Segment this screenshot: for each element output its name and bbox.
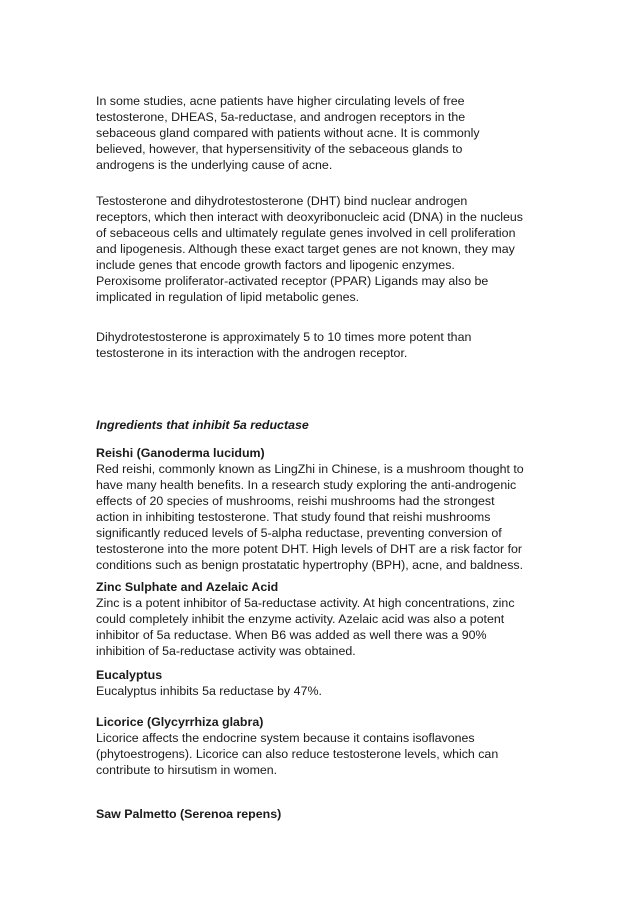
text-line: Peroxisome proliferator-activated receptor (PPAR) Ligands may also be [96, 274, 489, 288]
ingredient-title: Saw Palmetto (Serenoa repens) [96, 807, 282, 821]
text-line: testosterone into the more potent DHT. High levels of DHT are a risk factor for [96, 542, 523, 556]
text-line: conditions such as benign prostatatic hypertrophy (BPH), acne, and baldness. [96, 558, 524, 572]
ingredient-title: Reishi (Ganoderma lucidum) [96, 446, 265, 460]
text-line: (phytoestrogens). Licorice can also reduce testosterone levels, which can [96, 747, 499, 761]
ingredient-licorice [96, 714, 556, 778]
text-line: testosterone in its interaction with the androgen receptor. [96, 346, 408, 360]
text-line: Testosterone and dihydrotestosterone (DHT) bind nuclear androgen [96, 194, 468, 208]
text-line: could completely inhibit the enzyme activity. Azelaic acid was also a potent [96, 612, 505, 626]
ingredient-title: Licorice (Glycyrrhiza glabra) [96, 715, 264, 729]
ingredient-eucalyptus [96, 667, 556, 699]
text-line: and lipogenesis. Although these exact target genes are not known, they may [96, 242, 515, 256]
text-line: have many health benefits. In a research study exploring the anti-androgenic [96, 478, 517, 492]
paragraph-dht-receptors [96, 193, 556, 305]
text-line: In some studies, acne patients have higher circulating levels of free [96, 94, 465, 108]
text-line: receptors, which then interact with deoxyribonucleic acid (DNA) in the nucleus [96, 210, 523, 224]
paragraph-dht-potency [96, 329, 556, 361]
section-heading [96, 417, 556, 433]
text-line: androgens is the underlying cause of acne. [96, 158, 333, 172]
text-line: inhibitor of 5a reductase. When B6 was added as well there was a 90% [96, 628, 487, 642]
text-line: believed, however, that hypersensitivity of the sebaceous glands to [96, 142, 463, 156]
text-line: Zinc is a potent inhibitor of 5a-reductase activity. At high concentrations, zinc [96, 596, 515, 610]
text-line: effects of 20 species of mushrooms, reishi mushrooms had the strongest [96, 494, 495, 508]
ingredient-title: Zinc Sulphate and Azelaic Acid [96, 580, 279, 594]
ingredient-title: Eucalyptus [96, 668, 163, 682]
text-line: implicated in regulation of lipid metabolic genes. [96, 290, 360, 304]
ingredient-zinc-azelaic [96, 579, 556, 659]
text-line: of sebaceous cells and ultimately regulate genes involved in cell proliferation [96, 226, 516, 240]
ingredient-saw-palmetto [96, 806, 556, 822]
text-line: significantly reduced levels of 5-alpha reductase, preventing conversion of [96, 526, 502, 540]
text-line: Red reishi, commonly known as LingZhi in Chinese, is a mushroom thought to [96, 462, 524, 476]
text-line: include genes that encode growth factors and lipogenic enzymes. [96, 258, 455, 272]
text-line: action in inhibiting testosterone. That study found that reishi mushrooms [96, 510, 491, 524]
text-line: Licorice affects the endocrine system because it contains isoflavones [96, 731, 475, 745]
text-line: Eucalyptus inhibits 5a reductase by 47%. [96, 684, 322, 698]
text-line: contribute to hirsutism in women. [96, 763, 278, 777]
ingredient-reishi [96, 445, 556, 573]
text-line: sebaceous gland compared with patients without acne. It is commonly [96, 126, 480, 140]
text-line: Dihydrotestosterone is approximately 5 to 10 times more potent than [96, 330, 472, 344]
paragraph-acne-androgens [96, 93, 556, 173]
section-heading-text: Ingredients that inhibit 5a reductase [96, 418, 309, 432]
text-line: inhibition of 5a-reductase activity was obtained. [96, 644, 356, 658]
text-line: testosterone, DHEAS, 5a-reductase, and androgen receptors in the [96, 110, 466, 124]
